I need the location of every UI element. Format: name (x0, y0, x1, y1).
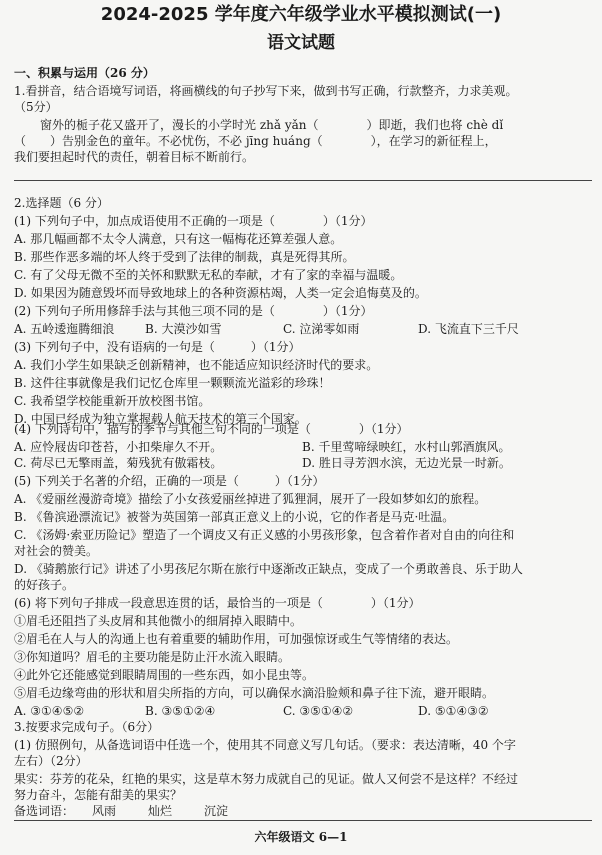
q2-4-option-a: A. 应怜屐齿印苍苔，小扣柴扉久不开。 (14, 440, 223, 454)
q2-4-stem: (4) 下列诗句中，描写的季节与其他三句不同的一项是（ ）（1分） (14, 422, 409, 436)
q1-line2: （ ）告别金色的童年。不必忧伤，不必 jīng huáng（ ），在学习的新征程上， (14, 134, 497, 148)
q2-6-item-3: ③你知道吗？眉毛的主要功能是防止汗水流入眼睛。 (14, 650, 291, 664)
q3-1-writing-line[interactable] (14, 820, 592, 821)
q2-5-option-c: C. 《汤姆·索亚历险记》塑造了一个调皮又有正义感的小男孩形象，包含着作者对自由的向往和 (14, 528, 515, 542)
q2-1-option-c: C. 有了父母无微不至的关怀和默默无私的奉献，才有了家的幸福与温暖。 (14, 268, 403, 282)
q2-6-option-d: D. ⑤①④③② (418, 704, 489, 718)
q1-instruction: 1.看拼音，结合语境写词语，将画横线的句子抄写下来，做到书写正确，行款整齐，力求美观。 (14, 84, 518, 98)
q1-line1: 窗外的栀子花又盛开了，漫长的小学时光 zhǎ yǎn（ ）即逝，我们也将 chè dǐ (40, 118, 504, 132)
q2-1-option-b: B. 那些作恶多端的坏人终于受到了法律的制裁，真是死得其所。 (14, 250, 355, 264)
q2-6-item-5: ⑤眉毛边缘弯曲的形状和眉尖所指的方向，可以确保水滴沿脸颊和鼻子往下流，避开眼睛。 (14, 686, 495, 700)
exam-title: 2024-2025 学年度六年级学业水平模拟测试(一) (100, 4, 502, 25)
q2-5-stem: (5) 下列关于名著的介绍，正确的一项是（ ）（1分） (14, 474, 325, 488)
q2-4-option-b: B. 千里莺啼绿映红，水村山郭酒旗风。 (302, 440, 511, 454)
q3-heading: 3.按要求完成句子。（6分） (14, 720, 160, 734)
q2-6-option-c: C. ③⑤①④② (283, 704, 354, 718)
q2-5-option-a: A. 《爱丽丝漫游奇境》描绘了小女孩爱丽丝掉进了狐狸洞，展开了一段如梦如幻的旅程。 (14, 492, 487, 506)
q2-3-option-d: D. 中国已经成为独立掌握载人航天技术的第三个国家。 (14, 412, 307, 426)
page-footer: 六年级语文 6—1 (254, 830, 348, 844)
section-heading: 一、积累与运用（26 分） (14, 66, 155, 80)
q2-4-option-d: D. 胜日寻芳泗水滨，无边光景一时新。 (302, 456, 511, 470)
q3-example-line1: 果实：芬芳的花朵，红艳的果实，这是草木努力成就自己的见证。做人又何尝不是这样？不经过 (14, 772, 519, 786)
q3-word-1: 风雨 (92, 804, 117, 818)
q2-1-stem: (1) 下列句子中，加点成语使用不正确的一项是（ ）（1分） (14, 214, 373, 228)
q1-line3: 我们要担起时代的责任，朝着目标不断前行。 (14, 150, 255, 164)
q2-3-option-a: A. 我们小学生如果缺乏创新精神，也不能适应知识经济时代的要求。 (14, 358, 379, 372)
q2-5-option-d-cont: 的好孩子。 (14, 578, 75, 592)
q2-6-item-1: ①眉毛还阻挡了头皮屑和其他微小的细屑掉入眼睛中。 (14, 614, 303, 628)
q2-6-item-2: ②眉毛在人与人的沟通上也有着重要的辅助作用，可加强惊讶或生气等情绪的表达。 (14, 632, 459, 646)
q3-1-line1: (1) 仿照例句，从备选词语中任选一个，使用其不同意义写几句话。（要求：表达清晰，40 个字 (14, 738, 516, 752)
q2-6-stem: (6) 将下列句子排成一段意思连贯的话，最恰当的一项是（ ）（1分） (14, 596, 421, 610)
q2-3-option-b: B. 这件往事就像是我们记忆仓库里一颗颗流光溢彩的珍珠！ (14, 376, 331, 390)
q3-1-line2: 左右）（2分） (14, 754, 88, 768)
q1-writing-line[interactable] (14, 180, 592, 181)
q2-5-option-c-cont: 对社会的赞美。 (14, 544, 99, 558)
exam-subtitle: 语文试题 (267, 33, 335, 53)
q2-heading: 2.选择题（6 分） (14, 196, 109, 210)
q2-2-option-c: C. 泣涕零如雨 (283, 322, 360, 336)
q2-5-option-d: D. 《骑鹅旅行记》讲述了小男孩尼尔斯在旅行中逐渐改正缺点，变成了一个勇敢善良、乐于助人 (14, 562, 523, 576)
q2-2-option-b: B. 大漠沙如雪 (145, 322, 222, 336)
q3-example-line2: 努力奋斗，怎能有甜美的果实？ (14, 788, 183, 802)
q2-1-option-d: D. 如果因为随意毁坏而导致地球上的各种资源枯竭，人类一定会追悔莫及的。 (14, 286, 427, 300)
q1-points: （5分） (14, 100, 58, 114)
q2-4-option-c: C. 荷尽已无擎雨盖，菊残犹有傲霜枝。 (14, 456, 223, 470)
q2-6-option-b: B. ③⑤①②④ (145, 704, 216, 718)
q3-word-3: 沉淀 (204, 804, 229, 818)
q2-5-option-b: B. 《鲁滨逊漂流记》被誉为英国第一部真正意义上的小说，它的作者是马克·吐温。 (14, 510, 455, 524)
q2-6-option-a: A. ③①④⑤② (14, 704, 85, 718)
q2-2-stem: (2) 下列句子所用修辞手法与其他三项不同的是（ ）（1分） (14, 304, 373, 318)
q3-word-2: 灿烂 (148, 804, 173, 818)
q3-words-label: 备选词语： (14, 804, 75, 818)
q2-2-option-d: D. 飞流直下三千尺 (418, 322, 519, 336)
q2-2-option-a: A. 五岭逶迤腾细浪 (14, 322, 115, 336)
q2-6-item-4: ④此外它还能感觉到眼睛周围的一些东西，如小昆虫等。 (14, 668, 315, 682)
q2-1-option-a: A. 那几幅画都不太令人满意，只有这一幅梅花还算差强人意。 (14, 232, 343, 246)
q2-3-stem: (3) 下列句子中，没有语病的一句是（ ）（1分） (14, 340, 301, 354)
q2-3-option-c: C. 我希望学校能重新开放校图书馆。 (14, 394, 211, 408)
